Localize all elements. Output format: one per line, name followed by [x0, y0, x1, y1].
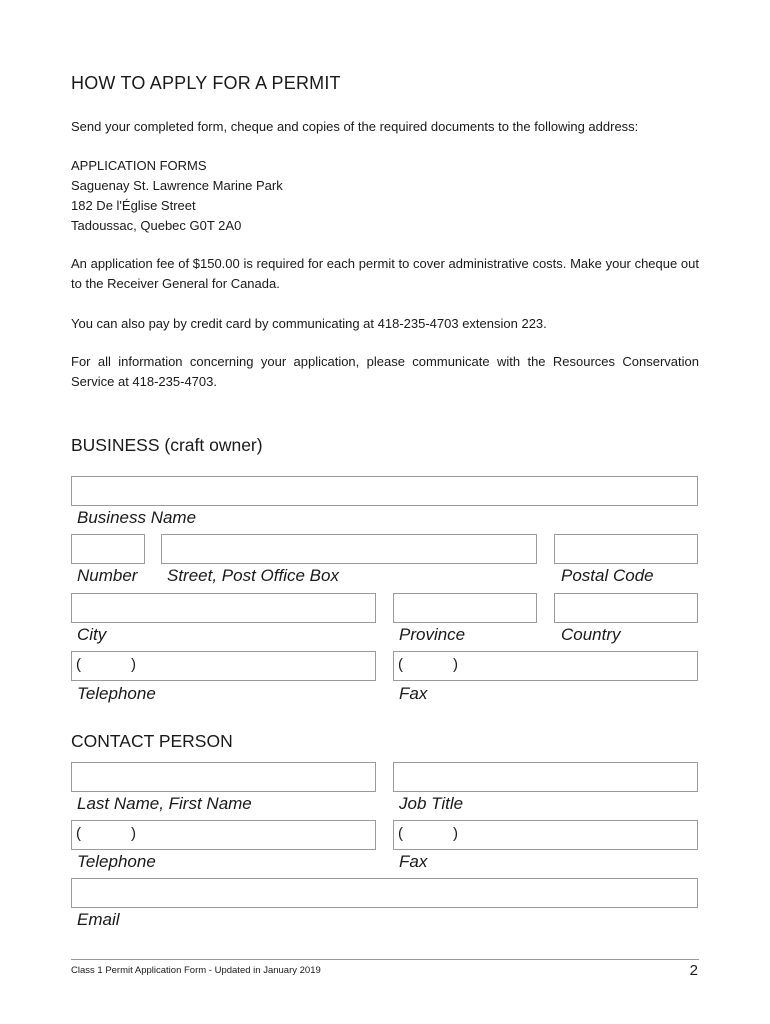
- province-input[interactable]: [393, 593, 537, 623]
- business-section-title: BUSINESS (craft owner): [71, 435, 263, 455]
- area-code-open: (: [76, 656, 81, 673]
- contact-section-title: CONTACT PERSON: [71, 731, 233, 751]
- business-fax-label: Fax: [399, 684, 428, 703]
- postal-code-label: Postal Code: [561, 566, 654, 585]
- street-input[interactable]: [161, 534, 537, 564]
- fax-area-code-close: ): [453, 656, 458, 673]
- business-telephone-label: Telephone: [77, 684, 156, 703]
- mailing-address: [71, 156, 283, 236]
- info-paragraph: For all information concerning your application, please communicate with the Resources Conservation Service at 418-235-4703.: [71, 354, 699, 389]
- contact-area-code-close: ): [131, 825, 136, 842]
- number-input[interactable]: [71, 534, 145, 564]
- city-label: City: [77, 625, 107, 644]
- contact-area-code-open: (: [76, 825, 81, 842]
- area-code-close: ): [131, 656, 136, 673]
- city-input[interactable]: [71, 593, 376, 623]
- business-name-label: Business Name: [77, 508, 197, 527]
- business-name-input[interactable]: [71, 476, 698, 506]
- fax-area-code-open: (: [398, 656, 403, 673]
- business-telephone-input[interactable]: [71, 651, 376, 681]
- page-heading: HOW TO APPLY FOR A PERMIT: [71, 73, 341, 93]
- contact-fax-label: Fax: [399, 852, 428, 871]
- contact-fax-input[interactable]: [393, 820, 698, 850]
- country-label: Country: [561, 625, 621, 644]
- country-input[interactable]: [554, 593, 698, 623]
- street-label: Street, Post Office Box: [167, 566, 339, 585]
- page-number: 2: [689, 962, 698, 979]
- contact-fax-area-code-close: ): [453, 825, 458, 842]
- address-line-2: Saguenay St. Lawrence Marine Park: [71, 178, 283, 193]
- contact-name-input[interactable]: [71, 762, 376, 792]
- job-title-label: Job Title: [399, 794, 464, 813]
- contact-fax-area-code-open: (: [398, 825, 403, 842]
- contact-name-label: Last Name, First Name: [77, 794, 252, 813]
- province-label: Province: [399, 625, 466, 644]
- email-input[interactable]: [71, 878, 698, 908]
- contact-telephone-label: Telephone: [77, 852, 156, 871]
- email-label: Email: [77, 910, 120, 929]
- address-line-4: Tadoussac, Quebec G0T 2A0: [71, 218, 242, 233]
- fee-paragraph: An application fee of $150.00 is required for each permit to cover administrative costs. Make your cheque out to the Receiver General for Canada.: [71, 256, 699, 291]
- business-fax-input[interactable]: [393, 651, 698, 681]
- footer-divider: [71, 959, 699, 960]
- contact-telephone-input[interactable]: [71, 820, 376, 850]
- footer-text: Class 1 Permit Application Form - Updated in January 2019: [71, 965, 321, 976]
- number-label: Number: [77, 566, 138, 585]
- intro-text: Send your completed form, cheque and copies of the required documents to the following address:: [71, 119, 639, 134]
- postal-code-input[interactable]: [554, 534, 698, 564]
- address-line-3: 182 De l'Église Street: [71, 198, 196, 213]
- job-title-input[interactable]: [393, 762, 698, 792]
- credit-card-paragraph: You can also pay by credit card by communicating at 418-235-4703 extension 223.: [71, 316, 547, 331]
- address-line-1: APPLICATION FORMS: [71, 158, 207, 173]
